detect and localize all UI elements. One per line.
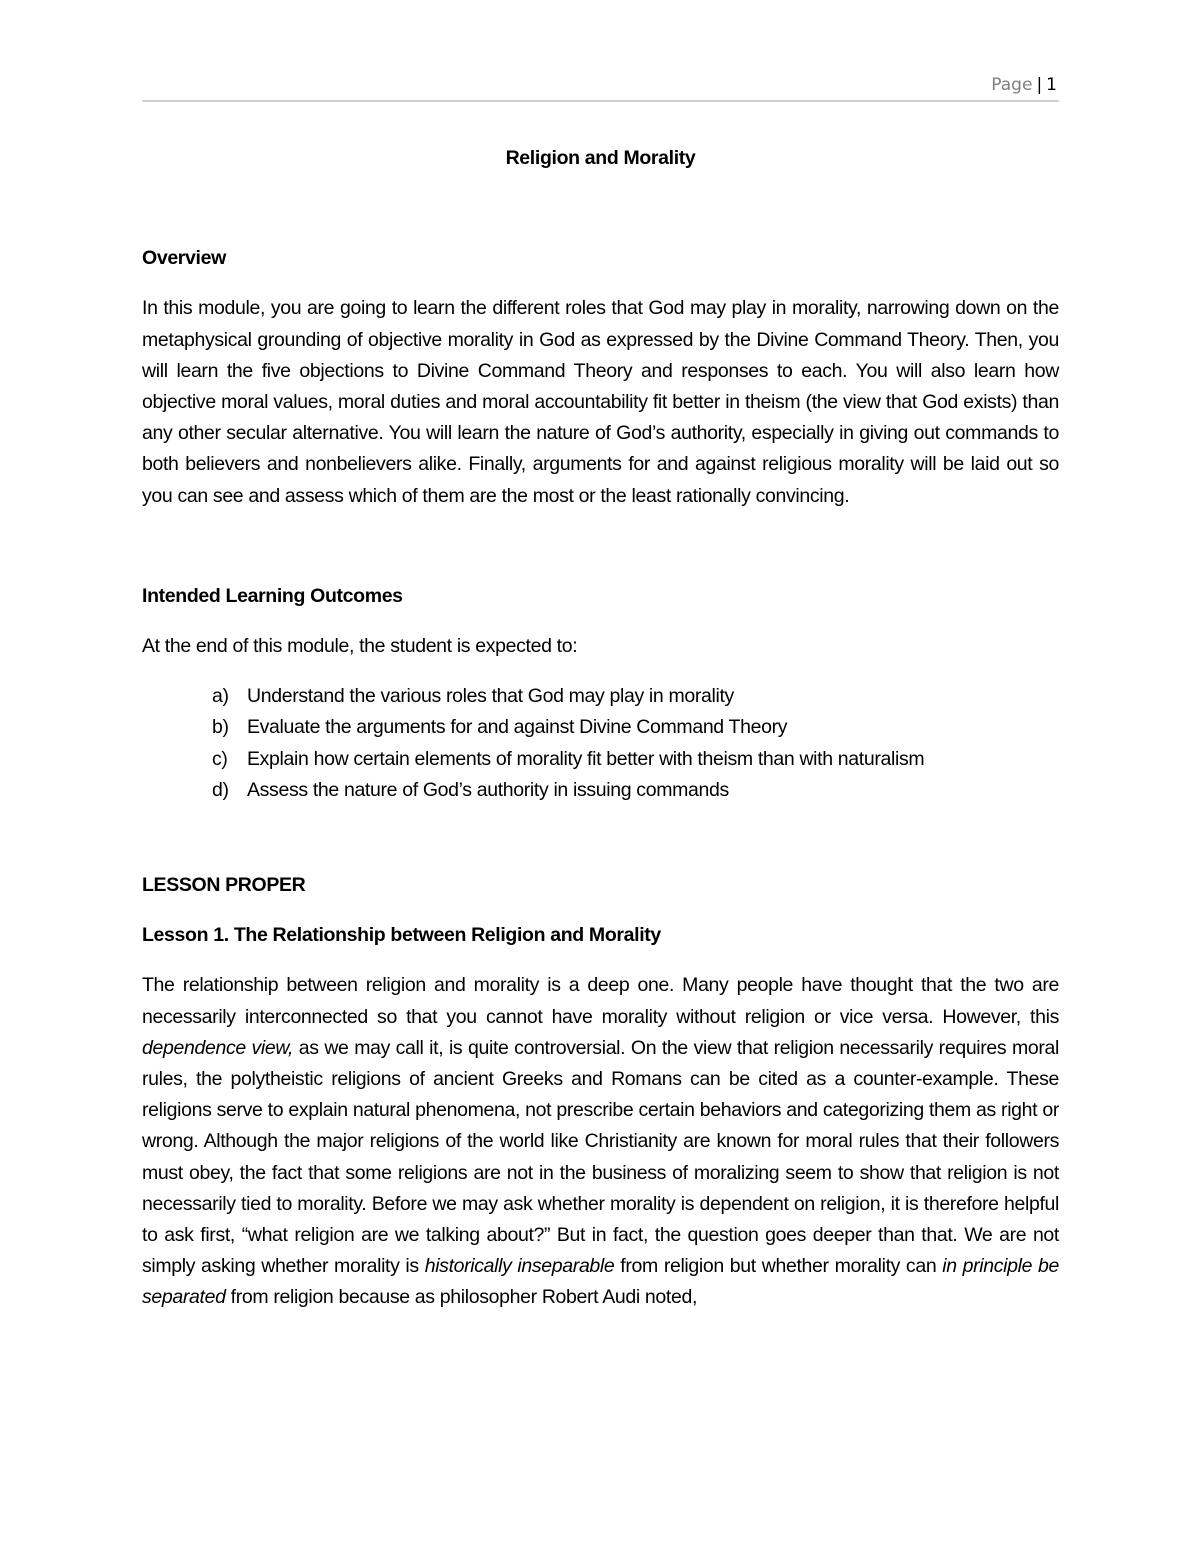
document-title: Religion and Morality [505, 147, 696, 169]
learning-outcomes-heading: Intended Learning Outcomes [142, 584, 403, 607]
list-marker: c) [212, 747, 228, 770]
lesson-1-heading: Lesson 1. The Relationship between Religion and Morality [142, 924, 661, 947]
page-header [142, 72, 1059, 102]
learning-outcomes-list [142, 681, 1059, 806]
page-number-label [991, 75, 1057, 95]
lesson-1-text-segment: The relationship between religion and morality is a deep one. Many people have thought that the two are necessarily interconnected so that you cannot have morality without religion or vice versa. However, this [142, 974, 1059, 1028]
list-marker: d) [212, 778, 229, 801]
emphasis-historically-inseparable: historically inseparable [424, 1255, 615, 1278]
page-separator: | [1036, 75, 1043, 95]
overview-paragraph: In this module, you are going to learn the different roles that God may play in morality, narrowing down on the metaphysical grounding of objective morality in God as expressed by the Divine Command Theory. Then, you will learn the five objections to Divine Command Theory and responses to each. You will also learn how objective moral values, moral duties and moral accountability fit better in theism (the view that God exists) than any other secular alternative. You will learn the nature of God’s authority, especially in giving out commands to both believers and nonbelievers alike. Finally, arguments for and against religious morality will be laid out so you can see and assess which of them are the most or the least rationally convincing. [142, 297, 1059, 507]
page-number: 1 [1046, 75, 1057, 95]
lesson-proper-heading: LESSON PROPER [142, 874, 306, 897]
lesson-1-text-segment: from religion because as philosopher Robert Audi noted, [225, 1286, 698, 1309]
list-item-text: Evaluate the arguments for and against Divine Command Theory [247, 716, 788, 739]
list-item [212, 775, 1059, 806]
list-item-text: Assess the nature of God’s authority in issuing commands [247, 778, 729, 801]
overview-heading: Overview [142, 247, 226, 270]
list-item [212, 744, 1059, 775]
learning-outcomes-intro: At the end of this module, the student is expected to: [142, 635, 578, 658]
document-body [142, 140, 1059, 1314]
lesson-1-paragraph [142, 970, 1059, 1313]
lesson-1-text-segment: from religion but whether morality can [614, 1255, 943, 1278]
list-item-text: Explain how certain elements of morality fit better with theism than with naturalism [247, 747, 925, 770]
lesson-1-text-segment: as we may call it, is quite controversial. On the view that religion necessarily requires moral rules, the polytheistic religions of ancient Greeks and Romans can be cited as a counter-example. These religions serve to explain natural phenomena, not prescribe certain behaviors and categorizing them as right or wrong. Although the major religions of the world like Christianity are known for moral rules that their followers must obey, the fact that some religions are not in the business of moralizing seem to show that religion is not necessarily tied to morality. Before we may ask whether morality is dependent on religion, it is therefore helpful to ask first, “what religion are we talking about?” But in fact, the question goes deeper than that. We are not simply asking whether morality is [142, 1036, 1059, 1278]
emphasis-in-principle-separated: in principle be separated [142, 1255, 1059, 1309]
list-marker: b) [212, 716, 229, 739]
list-item [212, 712, 1059, 743]
list-marker: a) [212, 685, 229, 708]
emphasis-dependence-view: dependence view, [142, 1036, 294, 1059]
list-item-text: Understand the various roles that God may play in morality [247, 685, 734, 708]
list-item [212, 681, 1059, 712]
page-label: Page [991, 75, 1033, 95]
